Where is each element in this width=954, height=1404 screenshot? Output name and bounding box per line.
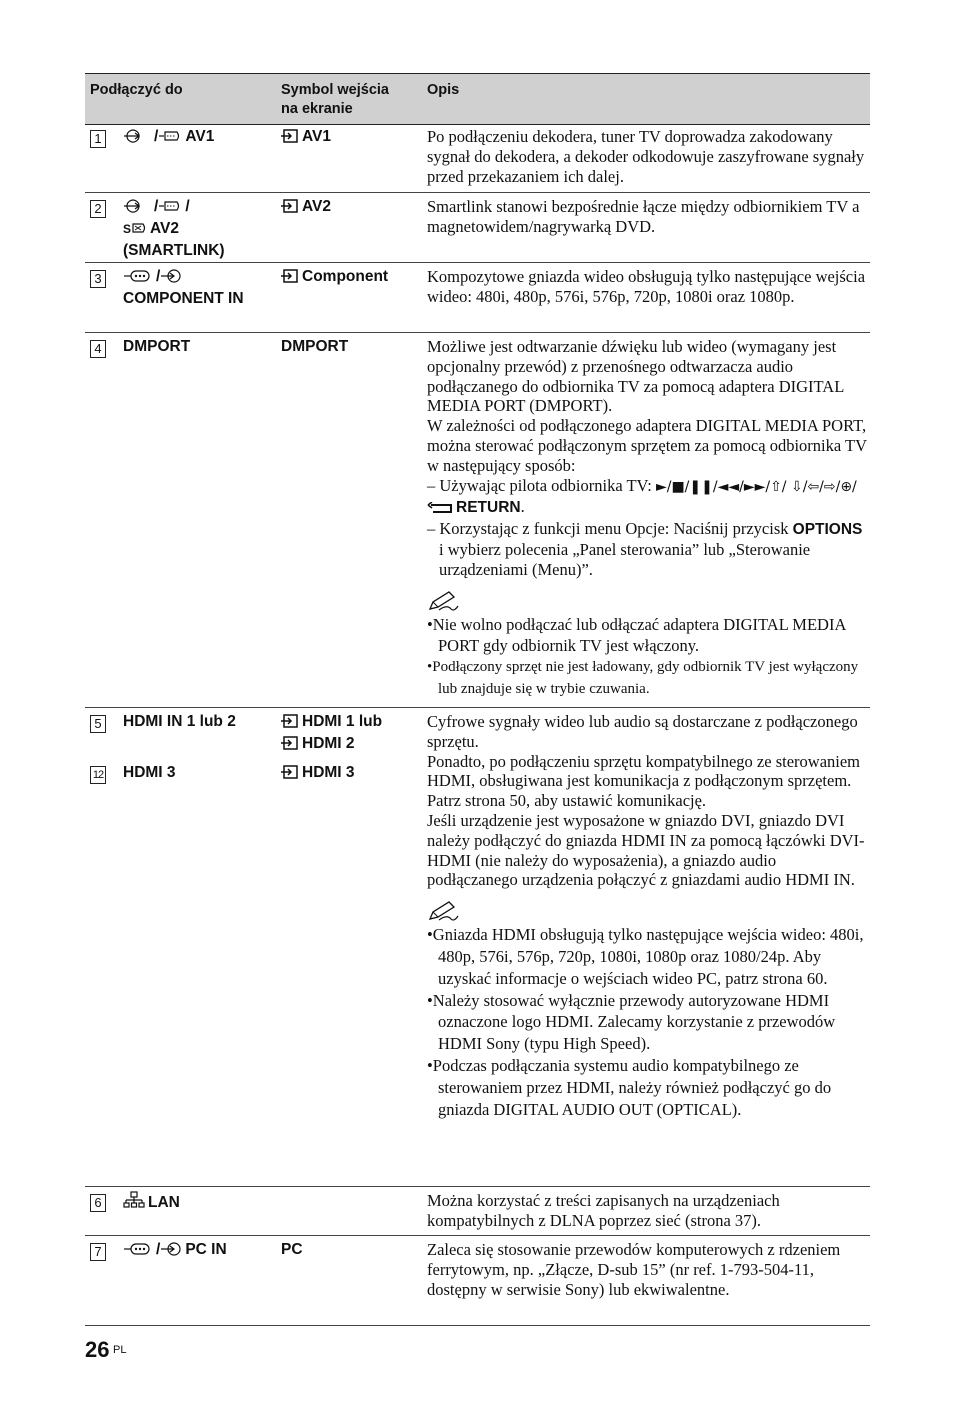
audio-input-icon: [160, 1242, 182, 1262]
note-bullet: •Podłączony sprzęt nie jest ładowany, gdy odbiornik TV jest wyłączony lub znajduje się w trybie czuwania.: [427, 659, 859, 697]
table-row: [85, 333, 870, 708]
svg-text:S: S: [123, 222, 132, 235]
description: Smartlink stanowi bezpośrednie łącze między odbiornikiem TV a magnetowidem/nagrywarką DVD.: [427, 197, 860, 236]
header-symbol: Symbol wejścia na ekranie: [281, 82, 389, 117]
table-row: [85, 263, 870, 333]
playback-buttons-icon: ►/■/❚❚/◄◄/►►/⇧/ ⇩/⇦/⇨/⊕/: [655, 478, 857, 495]
connector-label: / / S AV2 (SMARTLINK): [123, 198, 225, 259]
row-number: 5: [90, 715, 106, 733]
description: Możliwe jest odtwarzanie dźwięku lub wideo (wymagany jest opcjonalny przewód) z przenośnego odtwarzacza audio podłączanego do odbiornika TV za pomocą adaptera DIGITAL MEDIA PORT (DMPORT). W zależności od podłączonego adaptera DIGITAL MEDIA PORT, można sterować podłączonym sprzętem za pomocą odbiornika TV w następujący sposób: – Używając pilota odbiornika TV: ►/■/❚❚/◄◄/►►/⇧/ ⇩/⇦/⇨/⊕/RETURN. – Korzystając z funkcji menu Opcje: Naciśnij przycisk OPTIONS i wybierz polecenia „Panel sterowania” lub „Sterowanie urządzeniami (Menu)”. •Nie wolno podłączać lub odłączać adaptera DIGITAL MEDIA PORT gdy odbiornik TV jest włączony. •Podłączony sprzęt nie jest ładowany, gdy odbiornik TV jest wyłączony lub znajduje się w trybie czuwania.: [427, 337, 869, 701]
table-row: [85, 1187, 870, 1236]
page-number: 26: [85, 1337, 110, 1362]
note-bullet: •Nie wolno podłączać lub odłączać adaptera DIGITAL MEDIA PORT gdy odbiornik TV jest włączony.: [427, 614, 846, 656]
description: Zaleca się stosowanie przewodów komputerowych z rdzeniem ferrytowym, np. „Złącze, D-sub 15” (nr ref. 1-793-504-11, dostępny w serwisie Sony) lub ekwiwalentne.: [427, 1240, 841, 1299]
row-number: 6: [90, 1194, 106, 1212]
remote-control-item: – Używając pilota odbiornika TV: ►/■/❚❚/◄◄/►►/⇧/ ⇩/⇦/⇨/⊕/RETURN.: [427, 476, 869, 520]
input-icon: [281, 269, 299, 289]
row-number: 3: [90, 270, 106, 288]
input-icon: [281, 199, 299, 219]
description: Cyfrowe sygnały wideo lub audio są dostarczane z podłączonego sprzętu. Ponadto, po podłączeniu sprzętu kompatybilnego ze sterowaniem HDMI, obsługiwana jest komunikacja z podłączonym sprzętem. Patrz strona 50, aby ustawić komunikację. Jeśli urządzenie jest wyposażone w gniazdo DVI, gniazdo DVI należy podłączyć do gniazda HDMI IN za pomocą łączówki DVI-HDMI (nie należy do wyposażenia), a gniazdo audio podłączanego urządzenia połączyć z gniazdami audio HDMI IN. •Gniazda HDMI obsługują tylko następujące wejścia wideo: 480i, 480p, 576i, 576p, 720p, 1080i, 1080p oraz 1080/24p. Aby uzyskać informacje o wejściach wideo PC, patrz strona 60. •Należy stosować wyłącznie przewody autoryzowane HDMI oznaczone logo HDMI. Zalecamy korzystanie z przewodów HDMI Sony (typu High Speed). •Podczas podłączania systemu audio kompatybilnego ze sterowaniem przez HDMI, należy również podłączyć go do gniazda DIGITAL AUDIO OUT (OPTICAL).: [427, 712, 869, 1120]
input-icon: [281, 736, 299, 756]
screen-symbol: Component: [281, 267, 421, 289]
input-arrow-icon: [123, 199, 151, 219]
scart-icon: [158, 199, 182, 219]
options-item: – Korzystając z funkcji menu Opcje: Naciśnij przycisk OPTIONS i wybierz polecenia „Panel sterowania” lub „Sterowanie urządzeniami (Menu)”.: [427, 519, 863, 579]
connector-label: / AV1: [123, 127, 278, 149]
connector-label: / COMPONENT IN: [123, 268, 244, 307]
note-bullet: •Gniazda HDMI obsługują tylko następujące wejścia wideo: 480i, 480p, 576i, 576p, 720p, 1080i, 1080p oraz 1080/24p. Aby uzyskać informacje o wejściach wideo PC, patrz strona 60.: [427, 925, 864, 988]
screen-symbol: HDMI 1 lub HDMI 2: [281, 712, 421, 756]
connector-label: HDMI 3: [123, 764, 176, 781]
audio-input-icon: [160, 269, 182, 289]
component-icon: [123, 269, 153, 289]
description: Kompozytowe gniazda wideo obsługują tylko następujące wejścia wideo: 480i, 480p, 576i, 576p, 720p, 1080i oraz 1080p.: [427, 267, 866, 306]
table-row: [85, 708, 870, 1187]
header-description: Opis: [427, 82, 460, 98]
note-bullet: •Należy stosować wyłącznie przewody autoryzowane HDMI oznaczone logo HDMI. Zalecamy korzystanie z przewodów HDMI Sony (typu High Speed).: [427, 990, 836, 1054]
description: Po podłączeniu dekodera, tuner TV doprowadza zakodowany sygnał do dekodera, a dekoder odkodowuje zaszyfrowane sygnały przed przekazaniem ich dalej.: [427, 127, 865, 186]
row-number: 12: [90, 766, 106, 784]
pencil-note-icon: [427, 900, 869, 922]
connector-label: HDMI IN 1 lub 2: [123, 713, 236, 730]
connector-label: / PC IN: [123, 1240, 278, 1262]
description: Można korzystać z treści zapisanych na urządzeniach kompatybilnych z DLNA poprzez sieć (strona 37).: [427, 1191, 780, 1230]
page-language: PL: [113, 1344, 127, 1356]
table-row: [85, 1236, 870, 1326]
header-connect-to: Podłączyć do: [90, 82, 183, 98]
connector-label: DMPORT: [123, 338, 191, 355]
input-arrow-icon: [123, 129, 151, 149]
screen-symbol: DMPORT: [281, 338, 349, 355]
note-bullet: •Podczas podłączania systemu audio kompatybilnego ze sterowaniem przez HDMI, należy również podłączyć go do gniazda DIGITAL AUDIO OUT (OPTICAL).: [427, 1055, 832, 1119]
row-number: 2: [90, 200, 106, 218]
input-icon: [281, 714, 299, 734]
table-row: [85, 193, 870, 263]
return-icon: [439, 499, 453, 519]
connector-label: LAN: [123, 1191, 278, 1215]
table-row: [85, 123, 870, 193]
connections-table: [85, 73, 870, 1299]
screen-symbol: HDMI 3: [281, 763, 421, 785]
row-number: 7: [90, 1243, 106, 1261]
row-number: 1: [90, 130, 106, 148]
table-header: [85, 73, 870, 125]
screen-symbol: AV2: [281, 197, 421, 219]
input-icon: [281, 129, 299, 149]
s-video-icon: [123, 221, 147, 241]
row-number: 4: [90, 340, 106, 358]
input-icon: [281, 765, 299, 785]
pencil-note-icon: [427, 590, 869, 612]
network-icon: [123, 1191, 145, 1215]
screen-symbol: PC: [281, 1241, 303, 1258]
pc-input-icon: [123, 1242, 153, 1262]
screen-symbol: AV1: [281, 127, 421, 149]
scart-icon: [158, 129, 182, 149]
